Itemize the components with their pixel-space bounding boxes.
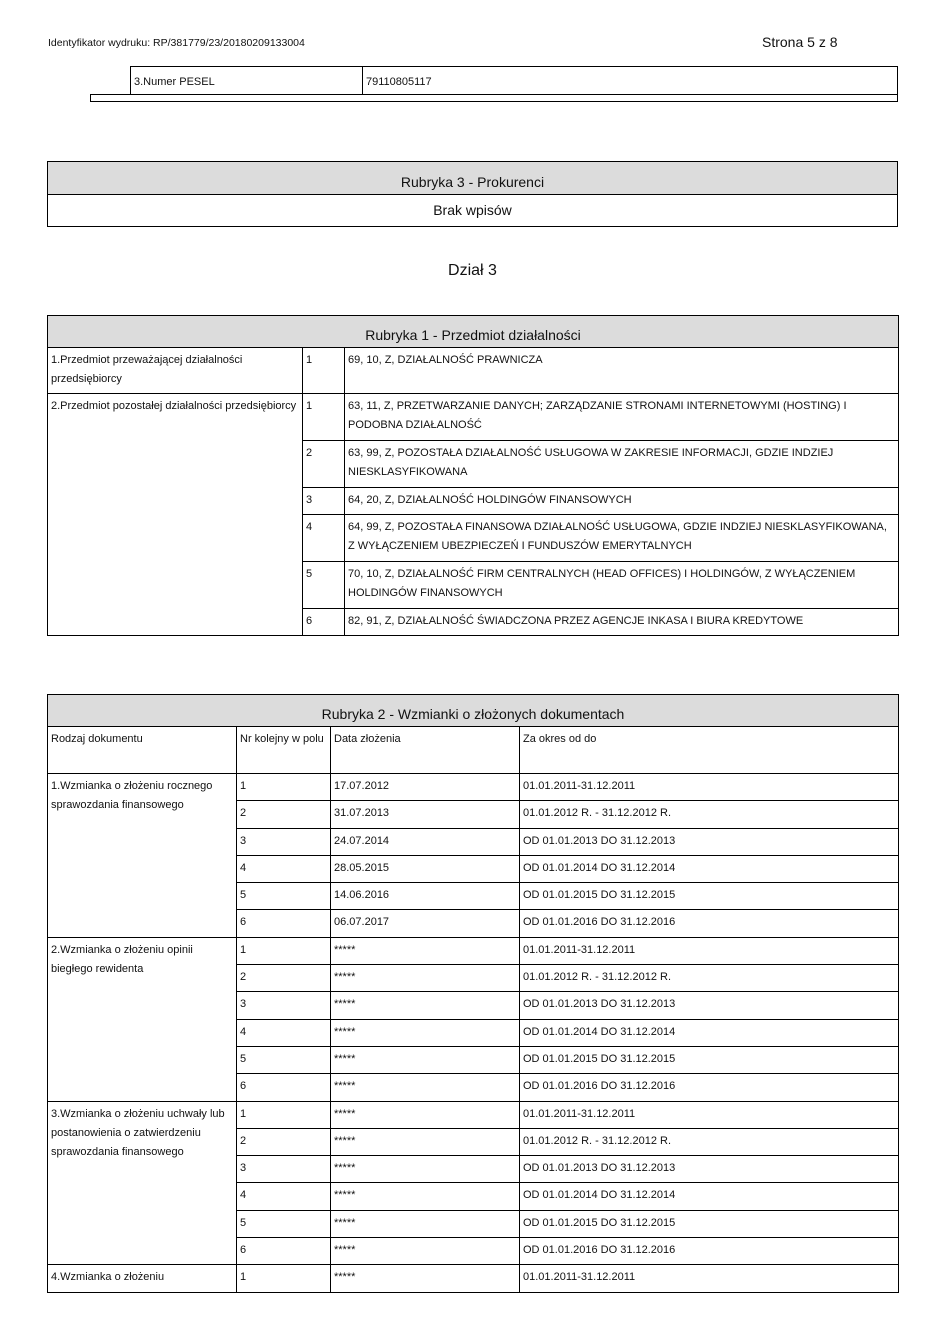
entry-number: 2 bbox=[237, 965, 331, 992]
entry-number: 4 bbox=[237, 1183, 331, 1210]
filing-date: ***** bbox=[331, 1074, 520, 1101]
entry-number: 3 bbox=[237, 1156, 331, 1183]
activity-group-label: 2.Przedmiot pozostałej działalności przedsiębiorcy bbox=[48, 394, 303, 636]
activity-group-label: 1.Przedmiot przeważającej działalności przedsiębiorcy bbox=[48, 348, 303, 394]
filing-date: 17.07.2012 bbox=[331, 774, 520, 801]
activity-row bbox=[48, 394, 899, 441]
filing-date: 06.07.2017 bbox=[331, 910, 520, 937]
period-range: OD 01.01.2013 DO 31.12.2013 bbox=[520, 828, 899, 855]
filing-date: ***** bbox=[331, 1128, 520, 1155]
period-range: 01.01.2012 R. - 31.12.2012 R. bbox=[520, 1128, 899, 1155]
period-range: OD 01.01.2016 DO 31.12.2016 bbox=[520, 1074, 899, 1101]
print-identifier: Identyfikator wydruku: RP/381779/23/20180209133004 bbox=[48, 37, 305, 49]
period-range: OD 01.01.2014 DO 31.12.2014 bbox=[520, 1019, 899, 1046]
page-number: Strona 5 z 8 bbox=[762, 34, 838, 50]
filing-date: ***** bbox=[331, 1265, 520, 1292]
entry-number: 4 bbox=[237, 855, 331, 882]
rubryka-2-title: Rubryka 2 - Wzmianki o złożonych dokumentach bbox=[48, 695, 899, 727]
column-header: Data złożenia bbox=[331, 727, 520, 774]
entry-number: 2 bbox=[237, 1128, 331, 1155]
activity-description: 69, 10, Z, DZIAŁALNOŚĆ PRAWNICZA bbox=[345, 348, 899, 394]
document-type-label: 3.Wzmianka o złożeniu uchwały lub postanowienia o zatwierdzeniu sprawozdania finansowego bbox=[48, 1101, 237, 1265]
pesel-label: 3.Numer PESEL bbox=[131, 67, 363, 94]
rubryka-1-table bbox=[47, 315, 899, 636]
pesel-value: 79110805117 bbox=[366, 76, 432, 88]
period-range: 01.01.2011-31.12.2011 bbox=[520, 1101, 899, 1128]
period-range: OD 01.01.2014 DO 31.12.2014 bbox=[520, 1183, 899, 1210]
column-header: Za okres od do bbox=[520, 727, 899, 774]
activity-number: 5 bbox=[303, 562, 345, 609]
entry-number: 1 bbox=[237, 774, 331, 801]
filing-date: 28.05.2015 bbox=[331, 855, 520, 882]
entry-number: 1 bbox=[237, 1101, 331, 1128]
entry-number: 6 bbox=[237, 910, 331, 937]
filing-date: 14.06.2016 bbox=[331, 883, 520, 910]
period-range: 01.01.2012 R. - 31.12.2012 R. bbox=[520, 801, 899, 828]
activity-number: 1 bbox=[303, 394, 345, 441]
filing-date: ***** bbox=[331, 965, 520, 992]
activity-description: 82, 91, Z, DZIAŁALNOŚĆ ŚWIADCZONA PRZEZ AGENCJE INKASA I BIURA KREDYTOWE bbox=[345, 609, 899, 636]
activity-description: 64, 99, Z, POZOSTAŁA FINANSOWA DZIAŁALNOŚĆ USŁUGOWA, GDZIE INDZIEJ NIESKLASYFIKOWANA, Z WYŁĄCZENIEM UBEZPIECZEŃ I FUNDUSZÓW EMERYTALNYCH bbox=[345, 515, 899, 562]
filing-date: 31.07.2013 bbox=[331, 801, 520, 828]
period-range: OD 01.01.2014 DO 31.12.2014 bbox=[520, 855, 899, 882]
rubryka-3-table bbox=[47, 161, 898, 227]
document-row bbox=[48, 937, 899, 964]
activity-number: 4 bbox=[303, 515, 345, 562]
period-range: 01.01.2011-31.12.2011 bbox=[520, 1265, 899, 1292]
filing-date: ***** bbox=[331, 1101, 520, 1128]
entry-number: 4 bbox=[237, 1019, 331, 1046]
filing-date: ***** bbox=[331, 937, 520, 964]
period-range: OD 01.01.2015 DO 31.12.2015 bbox=[520, 1210, 899, 1237]
activity-description: 63, 11, Z, PRZETWARZANIE DANYCH; ZARZĄDZANIE STRONAMI INTERNETOWYMI (HOSTING) I PODOBNA DZIAŁALNOŚĆ bbox=[345, 394, 899, 441]
entry-number: 1 bbox=[237, 1265, 331, 1292]
activity-number: 6 bbox=[303, 609, 345, 636]
activity-description: 63, 99, Z, POZOSTAŁA DZIAŁALNOŚĆ USŁUGOWA W ZAKRESIE INFORMACJI, GDZIE INDZIEJ NIESKLASYFIKOWANA bbox=[345, 441, 899, 488]
activity-number: 1 bbox=[303, 348, 345, 394]
entry-number: 2 bbox=[237, 801, 331, 828]
activity-description: 70, 10, Z, DZIAŁALNOŚĆ FIRM CENTRALNYCH (HEAD OFFICES) I HOLDINGÓW, Z WYŁĄCZENIEM HOLDINGÓW FINANSOWYCH bbox=[345, 562, 899, 609]
column-header: Rodzaj dokumentu bbox=[48, 727, 237, 774]
pesel-row bbox=[130, 66, 898, 95]
period-range: OD 01.01.2016 DO 31.12.2016 bbox=[520, 1238, 899, 1265]
filing-date: ***** bbox=[331, 1019, 520, 1046]
period-range: 01.01.2011-31.12.2011 bbox=[520, 937, 899, 964]
entry-number: 3 bbox=[237, 828, 331, 855]
activity-number: 2 bbox=[303, 441, 345, 488]
period-range: OD 01.01.2016 DO 31.12.2016 bbox=[520, 910, 899, 937]
period-range: OD 01.01.2015 DO 31.12.2015 bbox=[520, 1046, 899, 1073]
pesel-base-frame bbox=[90, 94, 898, 102]
activity-row bbox=[48, 348, 899, 394]
entry-number: 1 bbox=[237, 937, 331, 964]
entry-number: 6 bbox=[237, 1074, 331, 1101]
column-header: Nr kolejny w polu bbox=[237, 727, 331, 774]
dzial-heading: Dział 3 bbox=[448, 262, 497, 279]
rubryka-2-table bbox=[47, 694, 899, 1293]
document-type-label: 4.Wzmianka o złożeniu bbox=[48, 1265, 237, 1292]
filing-date: ***** bbox=[331, 1046, 520, 1073]
filing-date: ***** bbox=[331, 1210, 520, 1237]
entry-number: 6 bbox=[237, 1238, 331, 1265]
document-type-label: 1.Wzmianka o złożeniu rocznego sprawozdania finansowego bbox=[48, 774, 237, 938]
period-range: OD 01.01.2013 DO 31.12.2013 bbox=[520, 992, 899, 1019]
filing-date: ***** bbox=[331, 1156, 520, 1183]
pesel-section bbox=[90, 66, 898, 103]
period-range: OD 01.01.2013 DO 31.12.2013 bbox=[520, 1156, 899, 1183]
activity-description: 64, 20, Z, DZIAŁALNOŚĆ HOLDINGÓW FINANSOWYCH bbox=[345, 488, 899, 515]
document-row bbox=[48, 1265, 899, 1292]
entry-number: 5 bbox=[237, 1210, 331, 1237]
filing-date: ***** bbox=[331, 1183, 520, 1210]
period-range: OD 01.01.2015 DO 31.12.2015 bbox=[520, 883, 899, 910]
rubryka-3-title: Rubryka 3 - Prokurenci bbox=[48, 162, 898, 195]
document-type-label: 2.Wzmianka o złożeniu opinii biegłego rewidenta bbox=[48, 937, 237, 1101]
filing-date: ***** bbox=[331, 1238, 520, 1265]
filing-date: 24.07.2014 bbox=[331, 828, 520, 855]
filing-date: ***** bbox=[331, 992, 520, 1019]
entry-number: 5 bbox=[237, 883, 331, 910]
rubryka-1-title: Rubryka 1 - Przedmiot działalności bbox=[48, 316, 899, 348]
document-row bbox=[48, 1101, 899, 1128]
activity-number: 3 bbox=[303, 488, 345, 515]
entry-number: 3 bbox=[237, 992, 331, 1019]
period-range: 01.01.2011-31.12.2011 bbox=[520, 774, 899, 801]
period-range: 01.01.2012 R. - 31.12.2012 R. bbox=[520, 965, 899, 992]
entry-number: 5 bbox=[237, 1046, 331, 1073]
document-row bbox=[48, 774, 899, 801]
rubryka-3-empty: Brak wpisów bbox=[48, 195, 898, 227]
